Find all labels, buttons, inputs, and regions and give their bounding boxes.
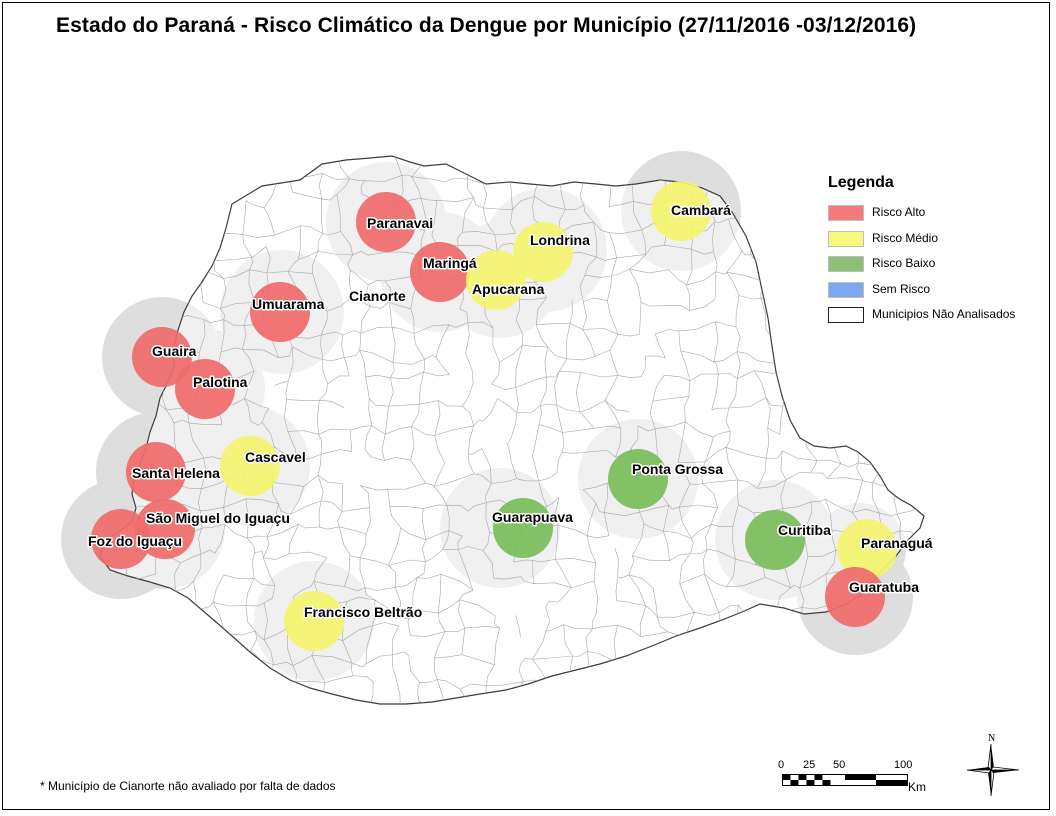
scale-tick-label: 50 xyxy=(833,759,846,771)
city-marker-guarapuava[interactable] xyxy=(493,498,553,558)
city-label-guaratuba: Guaratuba xyxy=(849,579,920,595)
legend-swatch xyxy=(828,205,864,221)
city-label-umuarama: Umuarama xyxy=(252,296,325,312)
legend-item-risco-baixo xyxy=(826,253,1046,279)
legend-label: Risco Médio xyxy=(872,230,939,245)
city-label-curitiba: Curitiba xyxy=(778,522,831,538)
legend-label: Sem Risco xyxy=(872,281,931,296)
city-label-sao-miguel-do-iguacu: São Miguel do Iguaçu xyxy=(146,510,290,526)
scale-unit-label: Km xyxy=(908,780,926,794)
city-label-maringa: Maringá xyxy=(423,255,477,271)
legend-label: Municipios Não Analisados xyxy=(872,307,1016,322)
legend-item-risco-alto xyxy=(826,202,1046,228)
legend-swatch xyxy=(828,282,864,298)
north-label: N xyxy=(988,733,996,744)
scale-tick-label: 25 xyxy=(803,759,816,771)
legend-swatch xyxy=(828,307,864,323)
scale-tick-label: 100 xyxy=(894,759,913,771)
legend-swatch xyxy=(828,256,864,272)
city-marker-francisco-beltrao[interactable] xyxy=(284,591,344,651)
city-marker-ponta-grossa[interactable] xyxy=(608,449,668,509)
legend-title: Legenda xyxy=(828,174,894,191)
legend xyxy=(826,174,1046,330)
scale-tick-label: 0 xyxy=(778,759,785,771)
city-label-francisco-beltrao: Francisco Beltrão xyxy=(304,604,423,620)
city-label-palotina: Palotina xyxy=(193,374,248,390)
city-label-santa-helena: Santa Helena xyxy=(132,465,220,481)
map-title: Estado do Paraná - Risco Climático da Dengue por Município (27/11/2016 -03/12/2016) xyxy=(56,14,917,37)
city-marker-guaratuba[interactable] xyxy=(825,567,885,627)
scale-bar xyxy=(778,759,938,799)
legend-label: Risco Baixo xyxy=(872,256,936,271)
legend-item-nao-analisados xyxy=(826,304,1046,330)
city-label-cianorte: Cianorte xyxy=(349,288,406,304)
legend-item-risco-medio xyxy=(826,228,1046,254)
north-arrow-icon xyxy=(963,730,1023,800)
city-marker-curitiba[interactable] xyxy=(745,510,805,570)
city-label-ponta-grossa: Ponta Grossa xyxy=(632,461,724,477)
legend-swatch xyxy=(828,231,864,247)
scale-bar-graphic xyxy=(782,774,912,788)
city-marker-cascavel[interactable] xyxy=(220,436,280,496)
city-marker-maringa[interactable] xyxy=(410,242,470,302)
legend-label: Risco Alto xyxy=(872,205,926,219)
city-label-apucarana: Apucarana xyxy=(472,281,545,297)
city-label-londrina: Londrina xyxy=(530,232,590,248)
city-label-paranavai: Paranavai xyxy=(367,215,434,231)
parana-state-outline xyxy=(100,156,924,704)
north-arrow-graphic xyxy=(963,730,1023,800)
city-marker-umuarama[interactable] xyxy=(250,282,310,342)
city-label-guarapuava: Guarapuava xyxy=(492,509,573,525)
legend-item-sem-risco xyxy=(826,279,1046,305)
city-label-paranagua: Paranaguá xyxy=(861,535,933,551)
city-label-cambara: Cambará xyxy=(671,202,731,218)
city-label-foz-do-iguacu: Foz do Iguaçu xyxy=(88,533,183,549)
footnote: * Município de Cianorte não avaliado por falta de dados xyxy=(40,779,336,793)
city-label-cascavel: Cascavel xyxy=(245,449,306,465)
city-label-guaira: Guaira xyxy=(152,343,197,359)
